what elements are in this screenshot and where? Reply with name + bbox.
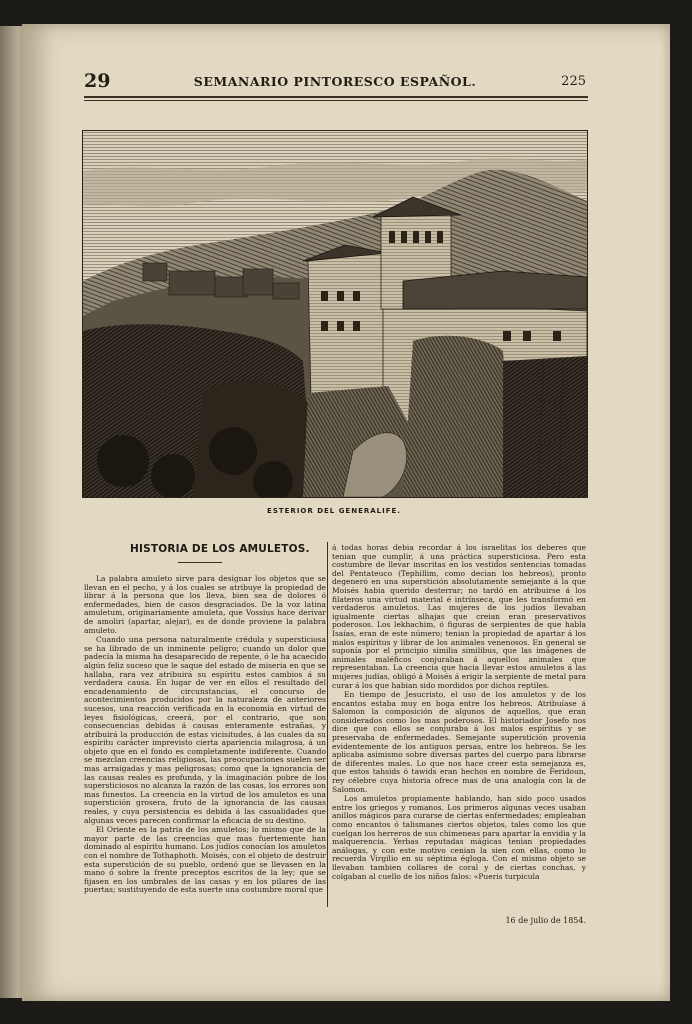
article-title: HISTORIA DE LOS AMULETOS. bbox=[130, 543, 310, 555]
article-column-left bbox=[84, 575, 326, 905]
paragraph: En tiempo de Jesucristo, el uso de los amuletos y de los encantos estaba muy en boga entre los hebreos. Atribuíase á Salomon la composición de algunos de aquellos, que eran considerados como los mas poderosos. El historiador Josefo nos dice que con ellos se conjuraba á los malos espíritus y se preservaba de enfermedades. Semejante superstición provenia evidentemente de los antiguos persas, entre los hebreos. Se les aplicaba asimismo sobre diversas partes del cuerpo para librarse de diferentes males. Lo que nos hace creer esta semejanza es, que estos tahsids ó tawids eran hechos en nombre de Feridoun, rey célebre cuya historia ofrece mas de una analogía con la de Salomon. bbox=[332, 690, 586, 794]
column-divider bbox=[327, 542, 328, 907]
paragraph: Los amuletos propiamente hablando, han sido poco usados entre los griegos y romanos. Los primeros algunas veces usaban anillos mágicos para curarse de ciertas enfermedades; empleaban como encantos ó talismanes ciertos objetos, tales como los que cuelgan los herreros de sus chimeneas para apartar la envidia y la malquerencia. Yerbas reputadas mágicas tenian propiedades análogas, y con este motivo cenian la sien con ellas, como lo recuerda Virgilio en su séptima égloga. Con el mismo objeto se llevaban tambien collares de coral y de ciertas conchas, y colgaban al cuello de los niños falos: «Pueris turpicula bbox=[332, 794, 586, 881]
running-head bbox=[84, 70, 586, 92]
generalife-engraving bbox=[82, 130, 588, 498]
issue-date: 16 de julio de 1854. bbox=[505, 916, 586, 925]
issue-number: 29 bbox=[84, 70, 111, 92]
paragraph: El Oriente es la patria de los amuletos; lo mismo que de la mayor parte de las creencias que mas fuertemente han dominado al espíritu humano. Los judíos conocían los amuletos con el nombre de Tothaphoth. Moisés, con el objeto de destruir esta superstición de su pueblo, ordenó que se llevasen en la mano ó sobre la frente preceptos escritos de la ley; que se fijasen en los umbrales de las casas y en los pilares de las puertas; sustituyendo de esta suerte una costumbre moral que bbox=[84, 825, 326, 895]
engraving-drawing bbox=[83, 131, 587, 497]
header-rule-thin bbox=[84, 100, 588, 101]
header-rule-thick bbox=[84, 96, 588, 98]
journal-title: SEMANARIO PINTORESCO ESPAÑOL. bbox=[193, 74, 477, 89]
paragraph: La palabra amuleto sirve para designar los objetos que se llevan en el pecho, y á los cuales se atribuye la propiedad de librar á la persona que los lleva, bien sea de dolores ó enfermedades, bien de casos desgraciados. De la voz latina amuletum, originariamente amuleta, que Vossius hace derivar de amoliri (apartar, alejar), es de donde proviene la palabra amuleto. bbox=[84, 575, 326, 635]
page-number: 225 bbox=[561, 74, 586, 89]
article-column-right bbox=[332, 544, 586, 918]
paragraph: á todas horas debia recordar á los israelitas los deberes que tenian que cumplir, á una práctica supersticiosa. Pero esta costumbre de llevar inscritas en los vestidos sentencias tomadas del Pentateuco (Tephillim, como decian los hebreos), pronto degeneró en una superstición absolutamente semejante á la que Moisés habia querido desterrar; no tardó en atribuirse á los filateros una virtud material é intrínseca, que les transformó en verdaderos amuletos. Las mujeres de los judíos llevaban igualmente ciertas alhajas que creian eran preservativos poderosos. Los lekhachim, ó figuras de serpientes de que habla Isaías, eran de este número; tenian la propiedad de apartar á los malos espíritus y librar de los animales venenosos. En general se suponía por el principio similia similibus, que las imágenes de animales maléficos conjuraban á aquellos animales que representaban. La creencia que hacia llevar estos amuletos á las mujeres judías, obligó á Moisés á erigir la serpiente de metal para curar á los que habian sido mordidos por dichos reptiles. bbox=[332, 544, 586, 690]
illustration-caption: ESTERIOR DEL GENERALIFE. bbox=[267, 507, 401, 515]
paragraph: Cuando una persona naturalmente crédula y supersticiosa se ha librado de un inminente peligro; cuando un dolor que padecía la misma ha desaparecido de repente, ó le ha acaecido algún feliz suceso que le saque del estado de miseria en que se hallaba, rara vez atribuirá su espíritu estos cambios á su verdadera causa. En lugar de ver en ellos el resultado del encadenamiento de circunstancias, el concurso de acontecimientos producidos por la naturaleza de anteriores sucesos, una reacción verificada en la economía en virtud de leyes fisiológicas, creerá, por el contrario, que son consecuencias debidas á causas enteramente estrañas, y atribuirá la producción de estas vicisitudes, á las cuales da su espíritu carácter imprevisto cierta apariencia milagrosa, á un objeto que en el fondo es completamente indiferente. Cuando se mezclan creencias religiosas, las preocupaciones suelen ser mas arraigadas y mas peligrosas; como que la ignorancia de las causas reales es profunda, y la imaginación pobre de los supersticiosos no alcanza la razón de las cosas, los errores son mas funestos. La creencia en la virtud de los amuletos es una superstición grosera, fruto de la ignorancia de las causas reales, y cuya persistencia es debida á las casualidades que algunas veces parecen confirmar la eficacia de su destino. bbox=[84, 635, 326, 825]
title-rule bbox=[178, 562, 222, 563]
